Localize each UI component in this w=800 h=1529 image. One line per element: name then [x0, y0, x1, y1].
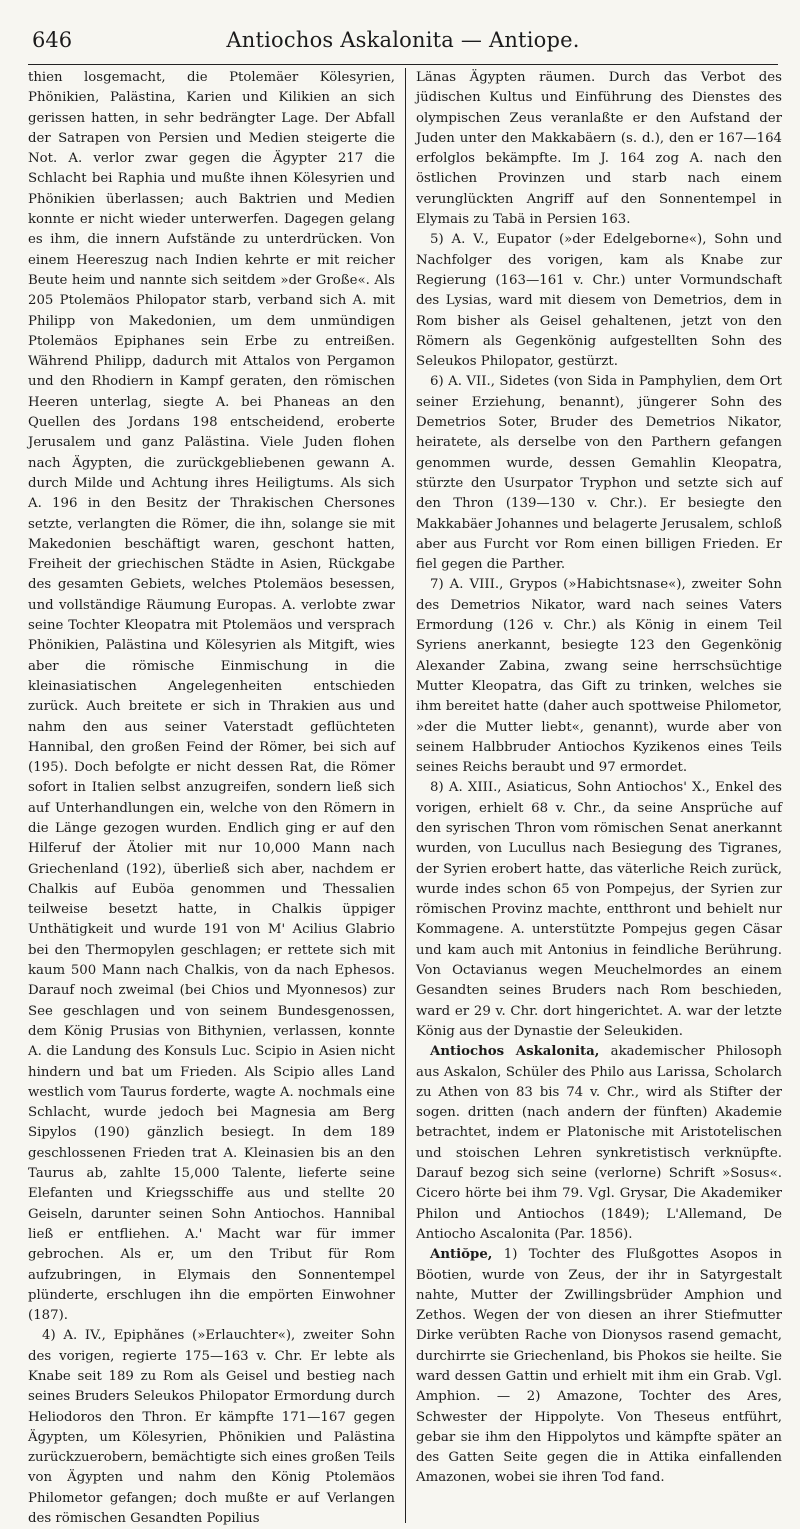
- entry-antiochos-vii: 6) A. VII., Sidetes (von Sida in Pamphylien, dem Ort seiner Erziehung, benannt), jüngerer Sohn des Demetrios Soter, Bruder des Demetrios Nikator, heiratete, als derselbe von den Parthern gefangen genommen wurde, dessen Gemahlin Kleopatra, stürzte den Usurpator Tryphon und setzte sich auf den Thron (139—130 v. Chr.). Er besiegte den Makkabäer Johannes und belagerte Jerusalem, schloß aber aus Furcht vor Rom einen billigen Frieden. Er fiel gegen die Parther.: [416, 374, 782, 573]
- entry-antiochos-askalonita: [416, 1042, 782, 1245]
- text-columns: [28, 68, 782, 1527]
- entry-antiochos-viii: 7) A. VIII., Grypos (»Habichtsnase«), zweiter Sohn des Demetrios Nikator, ward nach seines Vaters Ermordung (126 v. Chr.) als König in einem Teil Syriens anerkannt, besiegte 123 den Gegenkönig Alexander Zabina, zwang seine herrschsüchtige Mutter Kleopatra, das Gift zu trinken, welches sie ihm bereitet hatte (daher auch spottweise Philometor, »der die Mutter liebt«, genannt), wurde aber von seinem Halbbruder Antiochos Kyzikenos eines Teils seines Reichs beraubt und 97 ermordet.: [416, 577, 782, 776]
- entry-antiope: [416, 1245, 782, 1489]
- lemma: Antiochos Askalonita,: [430, 1044, 600, 1060]
- entry-antiochos-iv: 4) A. IV., Epiphănes (»Erlauchter«), zweiter Sohn des vorigen, regierte 175—163 v. Chr. Er lebte als Knabe seit 189 zu Rom als Geisel und bestieg nach seines Bruders Seleukos Philopator Ermordung durch Heliodoros den Thron. Er kämpfte 171—167 gegen Ägypten, um Kölesyrien, Phönikien und Palästina zurückzuerobern, bemächtigte sich eines großen Teils von Ägypten und nahm den König Ptolemäos Philometor gefangen; doch mußte er auf Verlangen des römischen Gesandten Popilius: [28, 1328, 395, 1527]
- running-head: Antiochos Askalonita — Antiope.: [226, 28, 580, 52]
- paragraph: Länas Ägypten räumen. Durch das Verbot des jüdischen Kultus und Einführung des Dienstes des olympischen Zeus veranlaßte er den Aufstand der Juden unter den Makkabäern (s. d.), den er 167—164 erfolglos bekämpfte. Im J. 164 zog A. nach den östlichen Provinzen und starb nach einem verunglückten Angriff auf den Sonnentempel in Elymais zu Tabä in Persien 163.: [416, 70, 782, 228]
- page-number: 646: [32, 28, 73, 52]
- entry-antiochos-v: 5) A. V., Eupator (»der Edelgeborne«), Sohn und Nachfolger des vorigen, kam als Knabe zur Regierung (163—161 v. Chr.) unter Vormundschaft des Lysias, ward mit diesem von Demetrios, dem in Rom bisher als Geisel gehaltenen, jetzt von den Römern als Gegenkönig aufgestellten Sohn des Seleukos Philopator, gestürzt.: [416, 232, 782, 370]
- paragraph: thien losgemacht, die Ptolemäer Kölesyrien, Phönikien, Palästina, Karien und Kilikien an sich gerissen hatten, in sehr bedrängter Lage. Der Abfall der Satrapen von Persien und Medien steigerte die Not. A. verlor zwar gegen die Ägypter 217 die Schlacht bei Raphia und mußte ihnen Kölesyrien und Phönikien überlassen; auch Baktrien und Medien konnte er nicht wieder unterwerfen. Dagegen gelang es ihm, die innern Aufstände zu unterdrücken. Von einem Heereszug nach Indien kehrte er mit reicher Beute heim und nannte sich seitdem »der Große«. Als 205 Ptolemäos Philopator starb, verband sich A. mit Philipp von Makedonien, um dem unmündigen Ptolemäos Epiphanes sein Erbe zu entreißen. Während Philipp, dadurch mit Attalos von Pergamon und den Rhodiern in Kampf geraten, den römischen Heeren unterlag, siegte A. bei Phaneas an den Quellen des Jordans 198 entscheidend, eroberte Jerusalem und ganz Palästina. Viele Juden flohen nach Ägypten, die zurückgebliebenen gewann A. durch Milde und Achtung ihres Heiligtums. Als sich A. 196 in den Besitz der Thrakischen Chersones setzte, verlangten die Römer, die ihn, solange sie mit Makedonien beschäftigt waren, geschont hatten, Freiheit der griechischen Städte in Asien, Rückgabe des gesamten Gebiets, welches Ptolemäos besessen, und vollständige Räumung Europas. A. verlobte zwar seine Tochter Kleopatra mit Ptolemäos und versprach Phönikien, Palästina und Kölesyrien als Mitgift, wies aber die römische Einmischung in die kleinasiatischen Angelegenheiten entschieden zurück. Auch breitete er sich in Thrakien aus und nahm den aus seiner Vaterstadt geflüchteten Hannibal, den großen Feind der Römer, bei sich auf (195). Doch befolgte er nicht dessen Rat, die Römer sofort in Italien selbst anzugreifen, sondern ließ sich auf Unterhandlungen ein, welche von den Römern in die Länge gezogen wurden. Endlich ging er auf den Hilferuf der Ätolier mit nur 10,000 Mann nach Griechenland (192), überließ sich aber, nachdem er Chalkis auf Euböa genommen und Thessalien teilweise besetzt hatte, in Chalkis üppiger Unthätigkeit und wurde 191 von M' Acilius Glabrio bei den Thermopylen geschlagen; er rettete sich mit kaum 500 Mann nach Chalkis, von da nach Ephesos. Darauf noch zweimal (bei Chios und Myonnesos) zur See geschlagen und von seinem Bundesgenossen, dem König Prusias von Bithynien, verlassen, konnte A. die Landung des Konsuls Luc. Scipio in Asien nicht hindern und bat um Frieden. Als Scipio alles Land westlich vom Taurus forderte, wagte A. nochmals eine Schlacht, wurde jedoch bei Magnesia am Berg Sipylos (190) gänzlich besiegt. In dem 189 geschlossenen Frieden trat A. Kleinasien bis an den Taurus ab, zahlte 15,000 Talente, lieferte seine Elefanten und Kriegsschiffe aus und stellte 20 Geiseln, darunter seinen Sohn Antiochos. Hannibal ließ er entfliehen. A.' Macht war für immer gebrochen. Als er, um den Tribut für Rom aufzubringen, in Elymais den Sonnentempel plünderte, erschlugen ihn die empörten Einwohner (187).: [28, 70, 395, 1324]
- page-header: [28, 26, 778, 65]
- entry-text: 1) Tochter des Flußgottes Asopos in Böotien, wurde von Zeus, der ihr in Satyrgestalt nahte, Mutter der Zwillingsbrüder Amphion und Zethos. Wegen der von diesen an ihrer Stiefmutter Dirke verübten Rache von Dionysos rasend gemacht, durchirrte sie Griechenland, bis Phokos sie heilte. Sie ward dessen Gattin und erhielt mit ihm ein Grab. Vgl. Amphion. — 2) Amazone, Tochter des Ares, Schwester der Hippolyte. Von Theseus entführt, gebar sie ihm den Hippolytos und kämpfte später an des Gatten Seite gegen die in Attika einfallenden Amazonen, wobei sie ihren Tod fand.: [416, 1247, 782, 1486]
- lemma: Antiŏpe,: [430, 1247, 493, 1263]
- left-column: [28, 68, 405, 1527]
- right-column: [405, 68, 782, 1523]
- entry-text: akademischer Philosoph aus Askalon, Schüler des Philo aus Larissa, Scholarch zu Athen von 83 bis 74 v. Chr., wird als Stifter der sogen. dritten (nach andern der fünften) Akademie betrachtet, indem er Platonische mit Aristotelischen und stoischen Lehren synkretistisch verknüpfte. Darauf bezog sich seine (verlorne) Schrift »Sosus«. Cicero hörte bei ihm 79. Vgl. Grysar, Die Akademiker Philon und Antiochos (1849); L'Allemand, De Antiocho Ascalonita (Par. 1856).: [416, 1044, 782, 1242]
- entry-antiochos-xiii: 8) A. XIII., Asiaticus, Sohn Antiochos' X., Enkel des vorigen, erhielt 68 v. Chr., da seine Ansprüche auf den syrischen Thron vom römischen Senat anerkannt wurden, von Lucullus nach Besiegung des Tigranes, der Syrien erobert hatte, das väterliche Reich zurück, wurde indes schon 65 von Pompejus, der Syrien zur römischen Provinz machte, entthront und behielt nur Kommagene. A. unterstützte Pompejus gegen Cäsar und kam auch mit Antonius in feindliche Berührung. Von Octavianus wegen Meuchelmordes an einem Gesandten seines Bruders nach Rom beschieden, ward er 29 v. Chr. dort hingerichtet. A. war der letzte König aus der Dynastie der Seleukiden.: [416, 780, 782, 1039]
